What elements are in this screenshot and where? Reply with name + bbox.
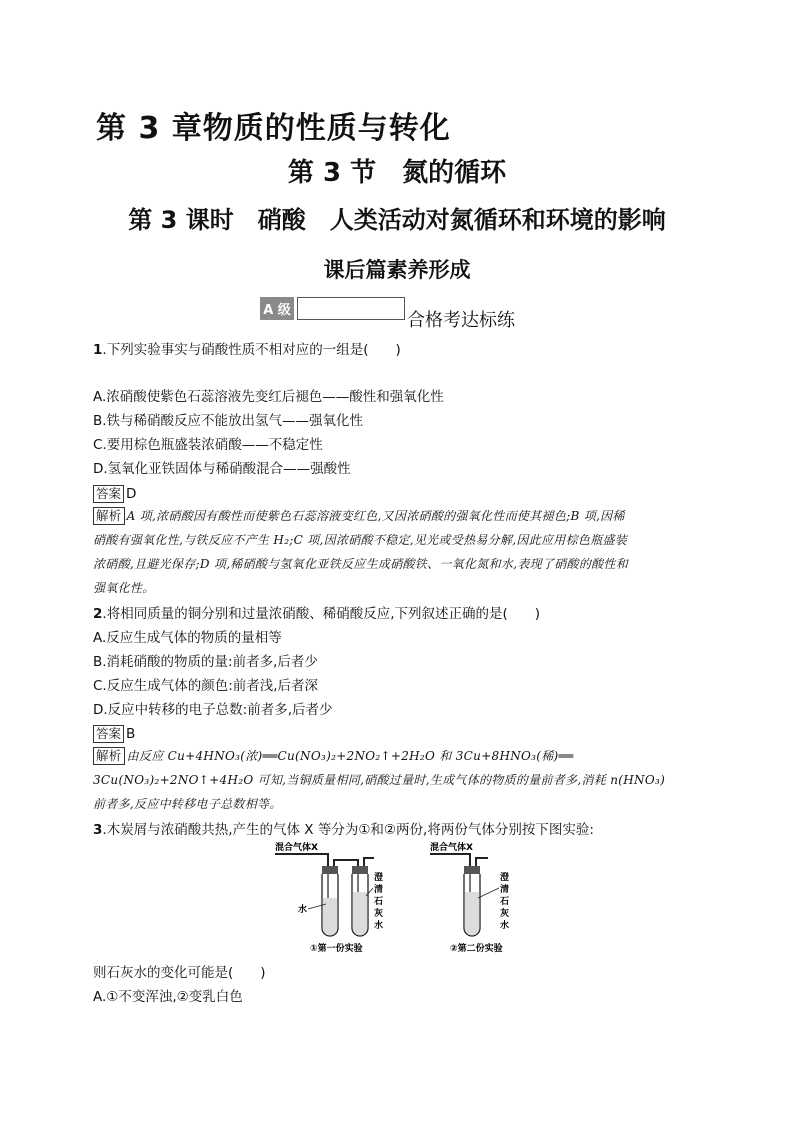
q2-option-c: C.反应生成气体的颜色:前者浅,后者深 — [93, 678, 319, 694]
outlet-tube-2 — [476, 858, 488, 866]
limewater-fill-1 — [353, 892, 368, 935]
stopper-2 — [352, 866, 368, 874]
limewater-label-2-0: 澄 — [500, 873, 510, 883]
q2-option-b: B.消耗硝酸的物质的量:前者多,后者少 — [93, 654, 318, 670]
section-title: 第 3 节 氮的循环 — [287, 158, 507, 188]
q2-explain-line-1: 解析 由反应 Cu+4HNO₃(浓)══Cu(NO₃)₂+2NO₂↑+2H₂O 和 3Cu+8HNO₃(稀)══ — [93, 744, 703, 768]
svg-text:灰: 灰 — [374, 909, 384, 919]
part-title: 课后篇素养形成 — [323, 258, 471, 282]
water-label: 水 — [298, 905, 308, 915]
limewater-label-1-0: 澄 — [374, 873, 384, 883]
q3-stem: 3.木炭屑与浓硝酸共热,产生的气体 X 等分为①和②两份,将两份气体分别按下图实验: — [93, 822, 594, 838]
q1-option-b: B.铁与稀硝酸反应不能放出氢气——强氧化性 — [93, 413, 364, 429]
gas-label-1: 混合气体X — [275, 843, 318, 853]
svg-text:石: 石 — [500, 897, 510, 907]
experiment-diagram — [270, 840, 530, 955]
water-fill — [323, 898, 338, 935]
limewater-fill-2 — [465, 892, 480, 935]
stopper-3 — [464, 866, 480, 874]
q1-explain-line-3: 浓硝酸,且避光保存;D 项,稀硝酸与氢氧化亚铁反应生成硝酸铁、一氧化氮和水,表现了硝酸的酸性和 — [93, 557, 629, 571]
outlet-tube-1 — [364, 858, 374, 866]
gas-label-2: 混合气体X — [430, 843, 473, 853]
q1-stem: 1.下列实验事实与硝酸性质不相对应的一组是( ) — [93, 342, 401, 358]
level-badge: A 级 — [260, 297, 294, 320]
svg-text:清: 清 — [500, 885, 510, 895]
q1-explain-line-1: 解析 A 项,浓硝酸因有酸性而使紫色石蕊溶液变红色,又因浓硝酸的强氧化性而使其褪色;B 项,因稀 — [93, 504, 703, 528]
answer-tag: 答案 — [93, 485, 124, 503]
q2-option-d: D.反应中转移的电子总数:前者多,后者少 — [93, 702, 333, 718]
q2-option-a: A.反应生成气体的物质的量相等 — [93, 630, 282, 646]
explain-tag: 解析 — [93, 507, 125, 525]
inlet-tube-2 — [430, 854, 470, 866]
q2-stem: 2.将相同质量的铜分别和过量浓硝酸、稀硝酸反应,下列叙述正确的是( ) — [93, 606, 541, 622]
caption-1: ①第一份实验 — [310, 944, 363, 954]
svg-text:水: 水 — [500, 921, 510, 931]
svg-text:水: 水 — [374, 921, 384, 931]
q2-answer: 答案 B — [93, 725, 135, 743]
answer-tag: 答案 — [93, 725, 124, 743]
q1-answer: 答案 D — [93, 485, 136, 503]
explain-tag: 解析 — [93, 747, 125, 765]
q3-option-a: A.①不变浑浊,②变乳白色 — [93, 989, 243, 1005]
svg-text:清: 清 — [374, 885, 384, 895]
lesson-title: 第 3 课时 硝酸 人类活动对氮循环和环境的影响 — [128, 206, 666, 234]
q2-explain-line-3: 前者多,反应中转移电子总数相等。 — [93, 797, 282, 811]
q1-explanation — [93, 504, 703, 600]
q1-explain-line-2: 硝酸有强氧化性,与铁反应不产生 H₂;C 项,因浓硝酸不稳定,见光或受热易分解,因此应用棕色瓶盛装 — [93, 533, 628, 547]
q2-explanation — [93, 744, 703, 816]
q1-explain-line-4: 强氧化性。 — [93, 581, 155, 595]
q1-option-c: C.要用棕色瓶盛装浓硝酸——不稳定性 — [93, 437, 323, 453]
connect-tube — [334, 860, 358, 866]
inlet-tube-1 — [275, 854, 328, 866]
q2-explain-line-2: 3Cu(NO₃)₂+2NO↑+4H₂O 可知,当铜质量相同,硝酸过量时,生成气体的物质的量前者多,消耗 n(HNO₃) — [93, 773, 666, 787]
level-title: 合格考达标练 — [407, 310, 515, 331]
chapter-title: 第 3 章物质的性质与转化 — [96, 111, 451, 146]
q3-question: 则石灰水的变化可能是( ) — [93, 965, 266, 981]
stopper-1 — [322, 866, 338, 874]
q1-option-a: A.浓硝酸使紫色石蕊溶液先变红后褪色——酸性和强氧化性 — [93, 389, 444, 405]
svg-text:石: 石 — [374, 897, 384, 907]
caption-2: ②第二份实验 — [450, 944, 503, 954]
svg-text:灰: 灰 — [500, 909, 510, 919]
q1-option-d: D.氢氧化亚铁固体与稀硝酸混合——强酸性 — [93, 461, 351, 477]
level-box — [297, 297, 405, 320]
